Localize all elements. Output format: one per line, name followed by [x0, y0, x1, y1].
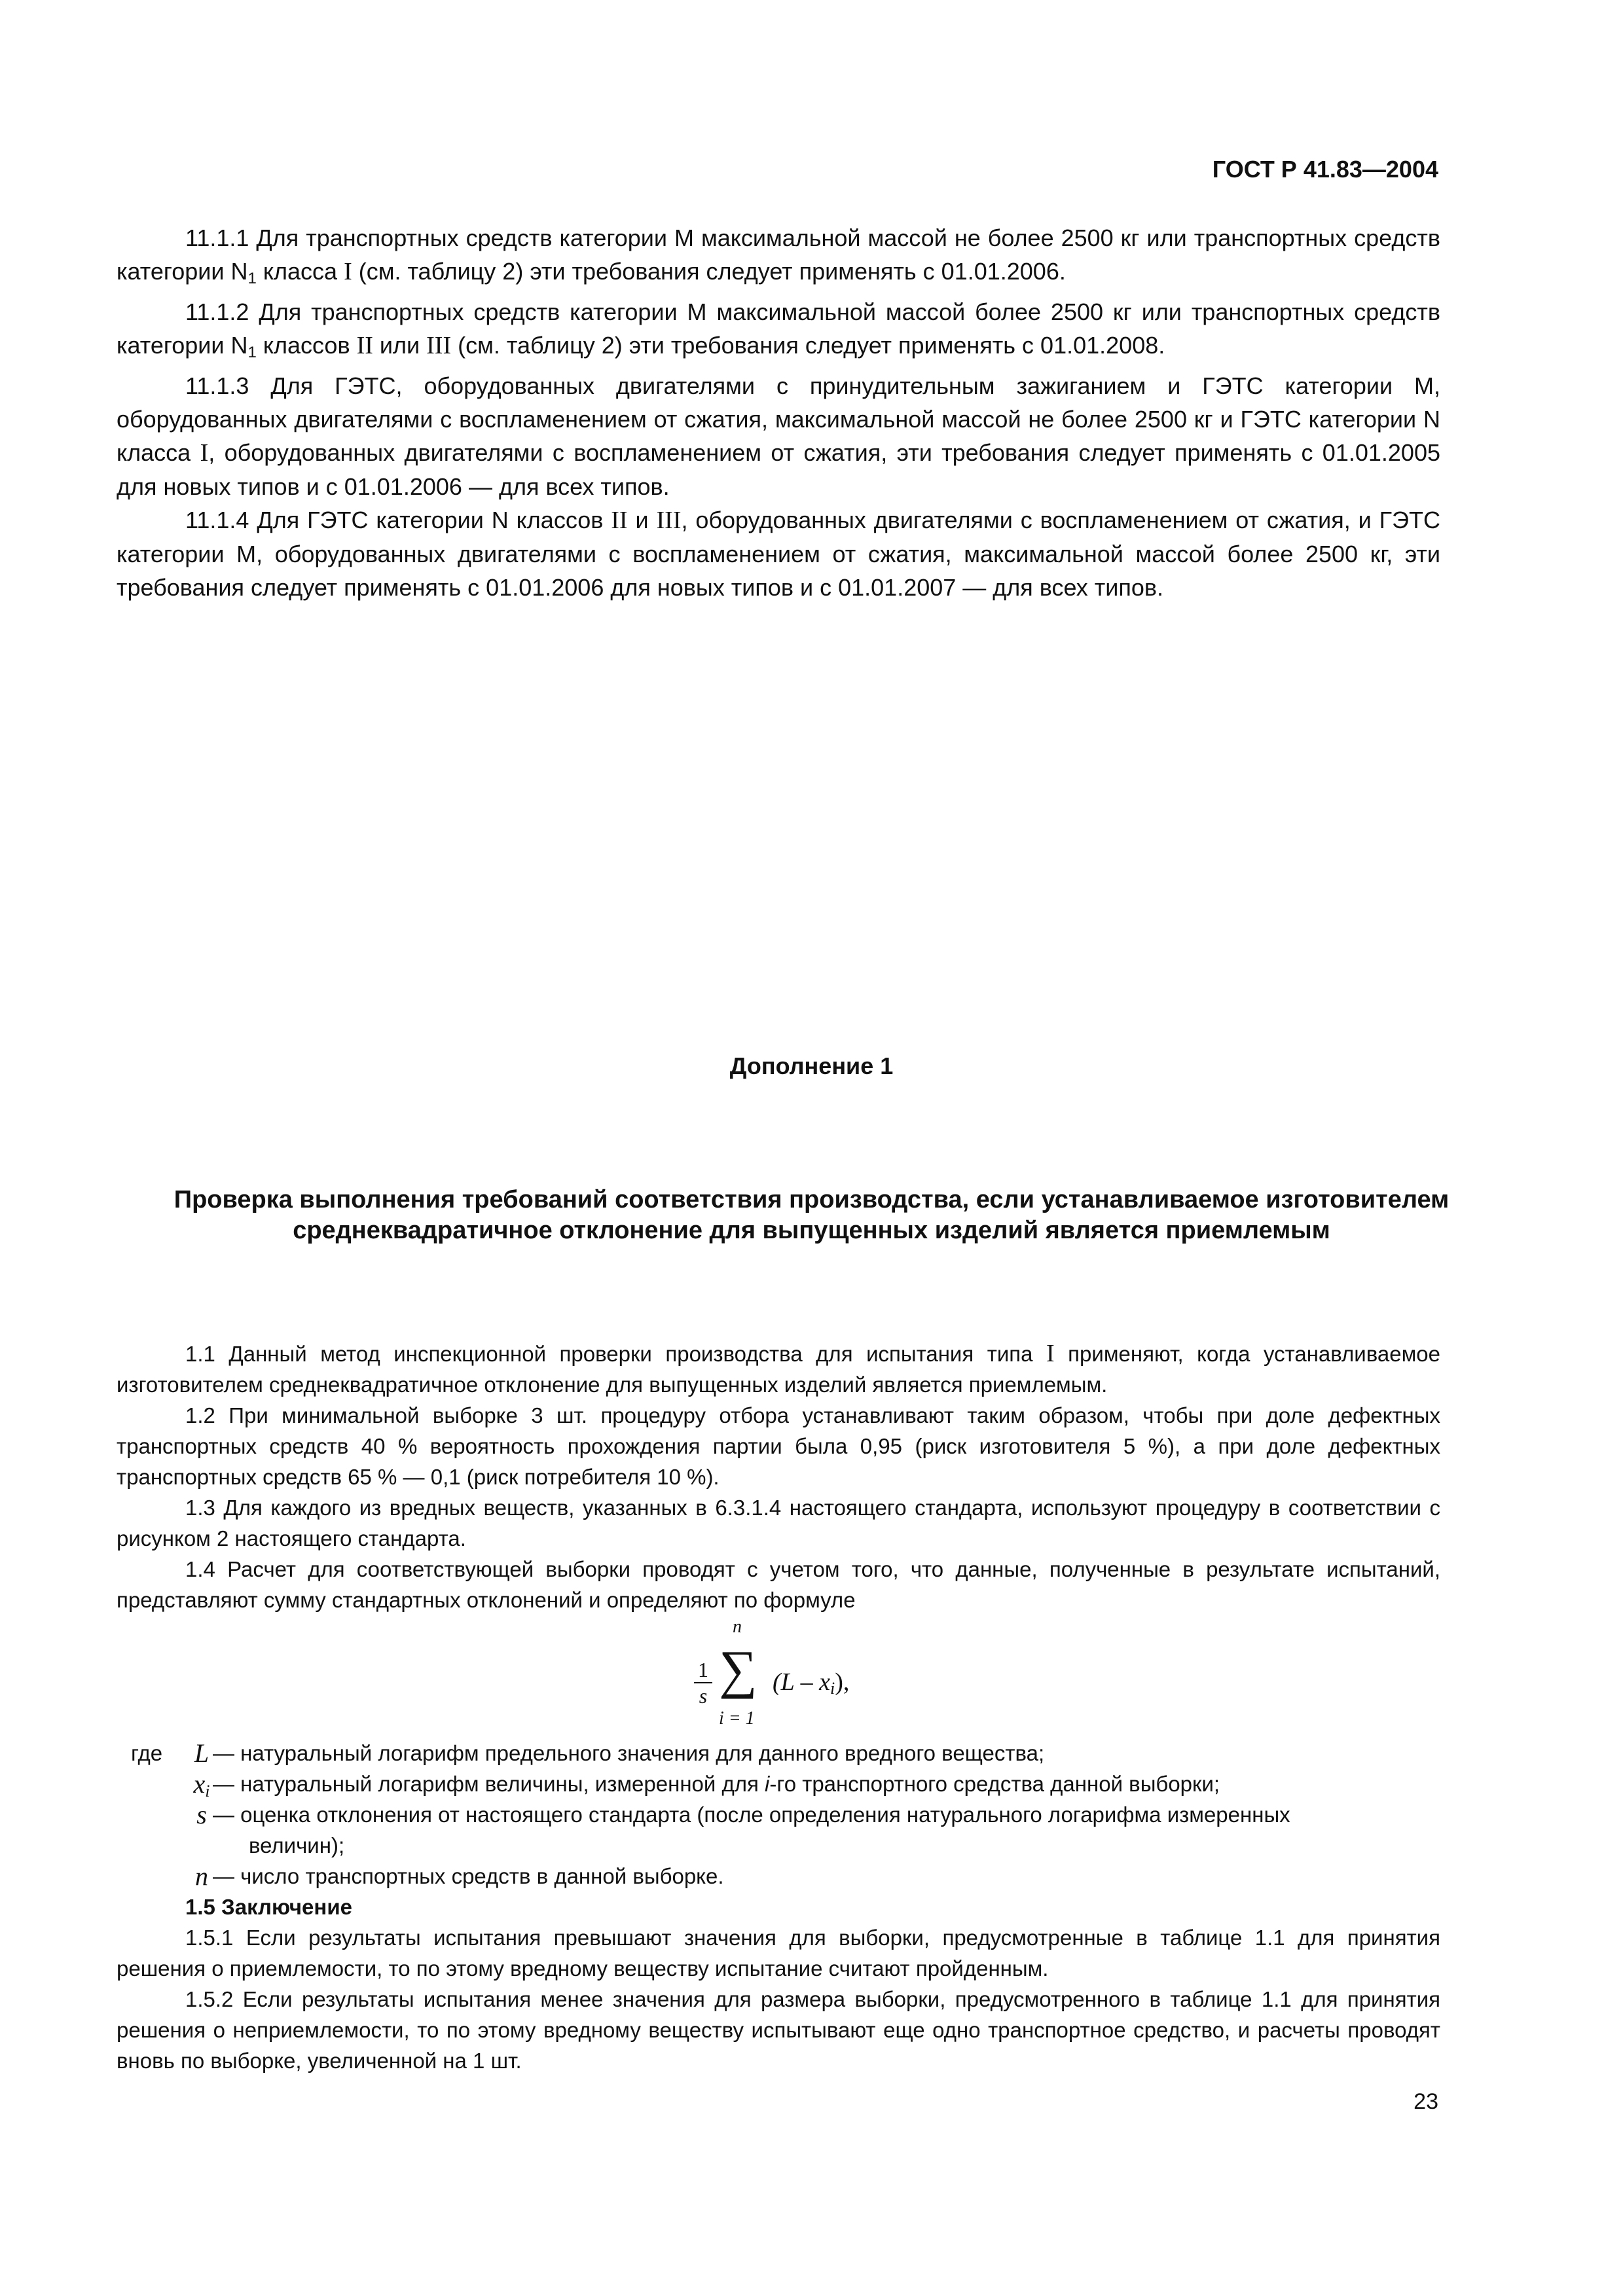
paragraph-11-1-3: 11.1.3 Для ГЭТС, оборудованных двигателями с принудительным зажиганием и ГЭТС категории М, оборудованных двигателями с воспламенением от сжатия, максимальной массой не более 2500 кг и ГЭТС категории N класса I, оборудованных двигателями с воспламенением от сжатия, эти требования следует применять с 01.01.2005 для новых типов и с 01.01.2006 — для всех типов. — [117, 372, 1440, 500]
conclusion-heading: 1.5 Заключение — [185, 1895, 352, 1919]
fraction-bar — [694, 1682, 712, 1683]
requirements-section — [117, 221, 1440, 604]
formula-expression: $(L - x_i)$, — [773, 1668, 850, 1698]
legend-row — [117, 1768, 1440, 1799]
paragraph-1-3: 1.3 Для каждого из вредных веществ, указанных в 6.3.1.4 настоящего стандарта, используют процедуру в соответствии с рисунком 2 настоящего стандарта. — [117, 1496, 1440, 1551]
paragraph-1-4: 1.4 Расчет для соответствующей выборки проводят с учетом того, что данные, полученные в результате испытаний, представляют сумму стандартных отклонений и определяют по формуле — [117, 1557, 1440, 1612]
conclusion-section — [117, 1892, 1440, 2076]
legend-row — [117, 1738, 1440, 1768]
formula-upper-limit: n — [733, 1617, 742, 1637]
legend-symbol: n — [195, 1861, 208, 1891]
legend-row — [117, 1861, 1440, 1892]
paragraph-1-2: 1.2 При минимальной выборке 3 шт. процедуру отбора устанавливают таким образом, чтобы при доле дефектных транспортных средств 40 % вероятность прохождения партии была 0,95 (риск изготовителя 5 %), а при доле дефектных транспортных средств 65 % — 0,1 (риск потребителя 10 %). — [117, 1403, 1440, 1489]
paragraph-1-5-1: 1.5.1 Если результаты испытания превышают значения для выборки, предусмотренные в таблице 1.1 для принятия решения о приемлемости, то по этому вредному веществу испытание считают пройденным. — [117, 1926, 1440, 1981]
sigma-symbol: ∑ — [719, 1640, 757, 1699]
formula-legend — [117, 1738, 1440, 1892]
legend-symbol: s — [196, 1800, 207, 1829]
page-number: 23 — [1413, 2089, 1438, 2114]
legend-definition: — число транспортных средств в данной выборке. — [213, 1864, 724, 1888]
legend-symbol: $x_i$ — [193, 1769, 210, 1801]
supplement-label: Дополнение 1 — [729, 1052, 894, 1079]
legend-definition: — натуральный логарифм величины, измеренной для i-го транспортного средства данной выборки; — [213, 1772, 1220, 1796]
formula-fraction: 1 s — [694, 1659, 712, 1707]
paragraph-11-1-1: 11.1.1 Для транспортных средств категории М максимальной массой не более 2500 кг или транспортных средств категории $N_1$ класса I (см. таблицу 2) эти требования следует применять с 01.01.2006. — [117, 224, 1440, 287]
supplement-title: Проверка выполнения требований соответствия производства, если устанавливаемое изготовителем среднеквадратичное отклонение для выпущенных изделий является приемлемым — [173, 1186, 1450, 1244]
paragraph-1-5-2: 1.5.2 Если результаты испытания менее значения для размера выборки, предусмотренного в таблице 1.1 для принятия решения о неприемлемости, то по этому вредному веществу испытывают еще одно транспортное средство, и расчеты проводят вновь по выборке, увеличенной на 1 шт. — [117, 1987, 1440, 2073]
legend-symbol: L — [194, 1738, 210, 1768]
legend-definition: — натуральный логарифм предельного значения для данного вредного вещества; — [213, 1741, 1045, 1765]
standard-header: ГОСТ Р 41.83—2004 — [1212, 156, 1438, 183]
sum-formula — [681, 1617, 917, 1734]
legend-row — [117, 1799, 1440, 1861]
legend-lead: где — [131, 1741, 163, 1765]
paragraph-11-1-4: 11.1.4 Для ГЭТС категории N классов II и III, оборудованных двигателями с воспламенением от сжатия, и ГЭТС категории М, оборудованных двигателями с воспламенением от сжатия, максимальной массой более 2500 кг, эти требования следует применять с 01.01.2006 для новых типов и с 01.01.2007 — для всех типов. — [117, 507, 1440, 601]
paragraph-1-1: 1.1 Данный метод инспекционной проверки производства для испытания типа I применяют, когда устанавливаемое изготовителем среднеквадратичное отклонение для выпущенных изделий является приемлемым. — [117, 1340, 1440, 1397]
formula-lower-limit: i = 1 — [719, 1708, 755, 1729]
paragraph-11-1-2: 11.1.2 Для транспортных средств категории М максимальной массой более 2500 кг или транспортных средств категории $N_1$ классов II или III (см. таблицу 2) эти требования следует применять с 01.01.2008. — [117, 298, 1440, 361]
supplement-body — [117, 1338, 1440, 1615]
legend-definition: — оценка отклонения от настоящего стандарта (после определения натурального логарифма измеренных величин); — [213, 1803, 1290, 1857]
